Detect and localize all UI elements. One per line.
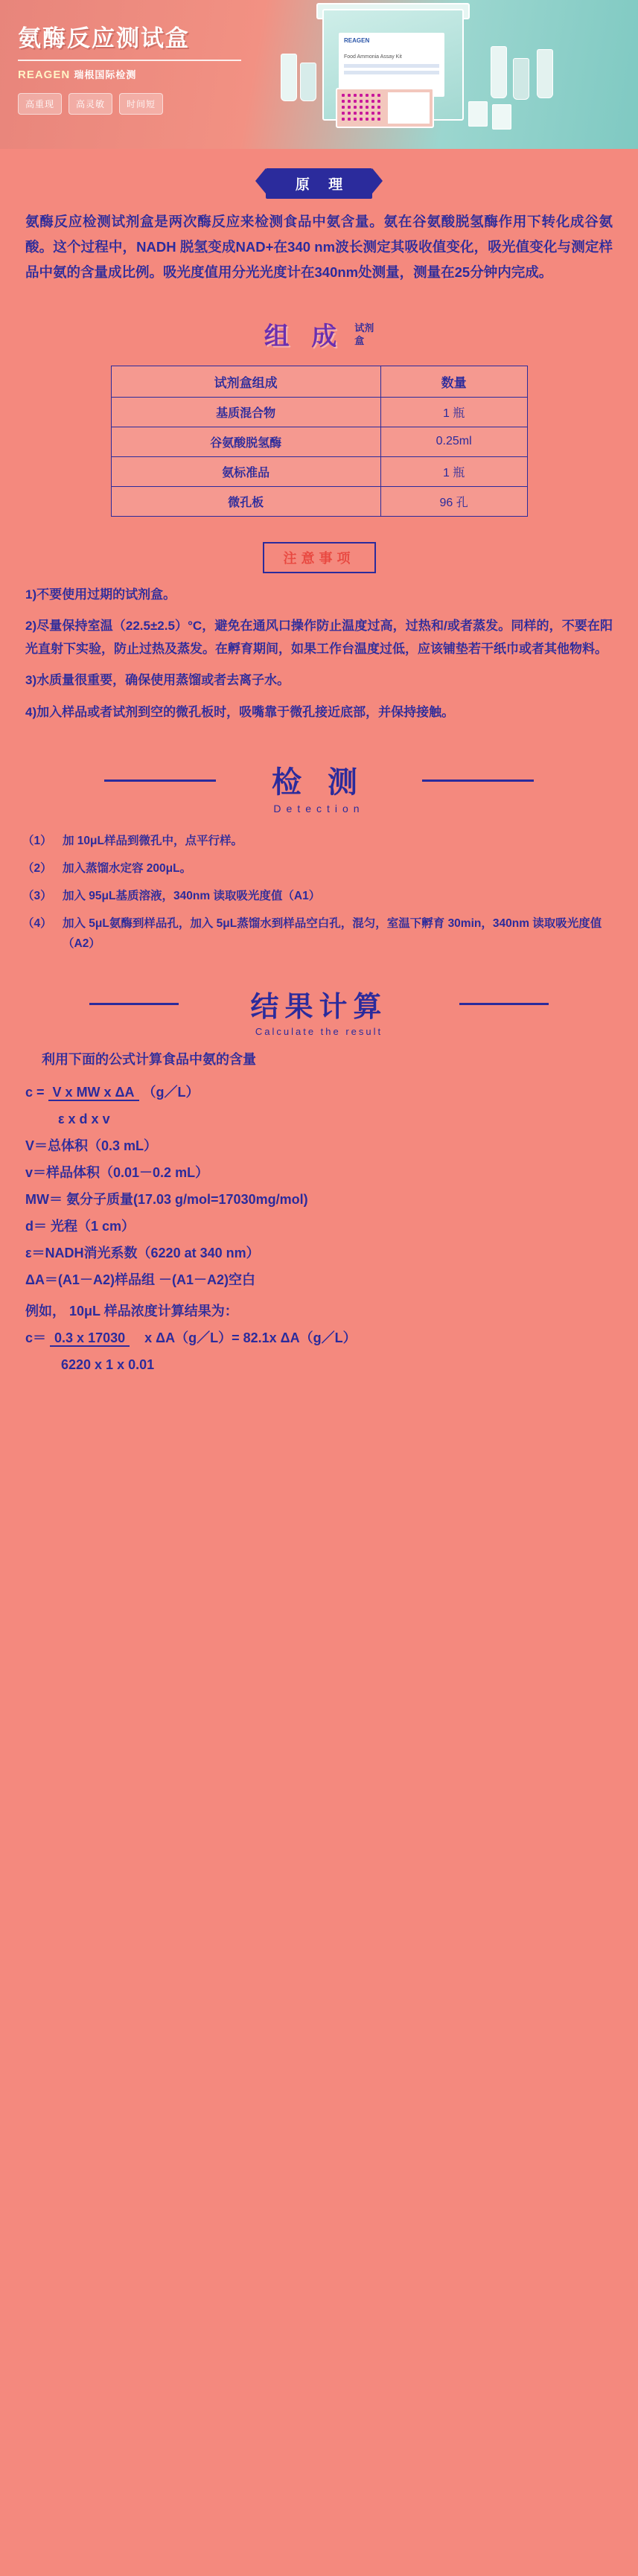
result-header <box>0 983 638 1037</box>
hero-title: 氨酶反应测试盒 <box>18 25 190 51</box>
note-item: 1)不要使用过期的试剂盒。 <box>25 587 176 602</box>
definition-item: v＝样品体积（0.01－0.2 mL） <box>25 1165 209 1181</box>
composition-header <box>0 316 638 352</box>
hero-divider <box>18 60 241 61</box>
detection-rule-right <box>422 780 534 782</box>
hero-brand-cn: 瑞根国际检测 <box>74 69 137 80</box>
kit-label-product: Food Ammonia Assay Kit <box>344 54 402 60</box>
table-header-row <box>111 366 527 397</box>
hero-badge-1: 高灵敏 <box>68 93 112 115</box>
table-row <box>111 456 527 486</box>
microplate-wells <box>340 92 383 124</box>
step-text: 加 10μL样品到微孔中，点平行样。 <box>63 834 243 847</box>
tube-icon <box>513 58 529 100</box>
result-title: 结果计算 <box>250 992 388 1024</box>
cell-qty: 0.25ml <box>380 427 527 456</box>
principle-text: 氨酶反应检测试剂盒是两次酶反应来检测食品中氨含量。氨在谷氨酸脱氢酶作用下转化成谷氨酸。这个过程中，NADH 脱氢变成NAD+在340 nm波长测定其吸收值变化，吸光值变化与测定样品中氨的含量成比例。吸光度值用分光光度计在340nm处测量，测量在25分钟内完成。 <box>25 214 613 281</box>
cell-qty: 1 瓶 <box>380 456 527 486</box>
definition-item: d＝ 光程（1 cm） <box>25 1219 135 1234</box>
step-number: （3） <box>22 889 52 902</box>
step-text: 加入蒸馏水定容 200μL。 <box>63 861 192 875</box>
principle-banner-wrap <box>0 168 638 199</box>
note-item: 4)加入样品或者试剂到空的微孔板时，吸嘴靠于微孔接近底部，并保持接触。 <box>25 705 455 720</box>
detection-subtitle: Detection <box>273 802 365 814</box>
example-tail: x ΔA（g／L）= 82.1x ΔA（g／L） <box>144 1330 357 1346</box>
hero-badge-list <box>18 93 264 115</box>
definition-item: MW＝ 氨分子质量(17.03 g/mol=17030mg/mol) <box>25 1192 308 1208</box>
detection-rule-left <box>104 780 216 782</box>
result-rule-right <box>459 1003 549 1005</box>
reagent-bottle-icon <box>492 104 511 130</box>
formula-denominator: ε x d x v <box>58 1112 110 1127</box>
detection-header <box>0 759 638 814</box>
hero-badge-2: 时间短 <box>119 93 163 115</box>
example-main-line <box>25 1324 613 1351</box>
composition-title: 组 成 <box>264 322 345 351</box>
step-text: 加入 95μL基质溶液，340nm 读取吸光度值（A1） <box>63 889 321 902</box>
cell-name: 谷氨酸脱氢酶 <box>111 427 380 456</box>
microplate-blank-area <box>388 92 430 124</box>
tube-icon <box>491 46 507 98</box>
notes-list <box>25 584 613 724</box>
col-header-qty: 数量 <box>380 366 527 397</box>
formula-c-label: c = <box>25 1085 45 1100</box>
hero-brand <box>18 67 264 81</box>
example-denominator: 6220 x 1 x 0.01 <box>61 1357 155 1373</box>
example-c-label: c＝ <box>25 1330 47 1346</box>
formula-main-line <box>25 1079 613 1106</box>
table-row <box>111 427 527 456</box>
step-item <box>22 914 616 954</box>
hero-text-block <box>18 19 264 115</box>
notes-banner: 注意事项 <box>263 542 376 573</box>
hero-brand-en: REAGEN <box>18 68 71 81</box>
cell-name: 氨标准品 <box>111 456 380 486</box>
formula-lead: 利用下面的公式计算食品中氨的含量 <box>42 1052 256 1068</box>
result-rule-left <box>89 1003 179 1005</box>
tube-icon <box>537 49 553 98</box>
cell-qty: 96 孔 <box>380 486 527 516</box>
col-header-name: 试剂盒组成 <box>111 366 380 397</box>
step-item <box>22 886 616 906</box>
cell-qty: 1 瓶 <box>380 397 527 427</box>
detection-steps <box>22 831 616 954</box>
definition-item: V＝总体积（0.3 mL） <box>25 1138 158 1154</box>
kit-label-brand: REAGEN <box>344 37 370 44</box>
composition-subtitle <box>354 322 374 352</box>
formula-unit: （g／L） <box>142 1085 200 1100</box>
step-item <box>22 831 616 851</box>
composition-subtitle-line2: 盒 <box>354 334 365 346</box>
example-numerator: 0.3 x 17030 <box>50 1330 130 1347</box>
hero-badge-0: 高重现 <box>18 93 62 115</box>
composition-subtitle-line1: 试剂 <box>354 322 374 334</box>
product-photo <box>251 0 638 149</box>
reagent-bottle-icon <box>468 101 488 127</box>
step-item <box>22 858 616 879</box>
step-number: （1） <box>22 834 52 847</box>
composition-table <box>111 366 528 517</box>
principle-banner: 原 理 <box>266 168 372 199</box>
step-text: 加入 5μL氨酶到样品孔，加入 5μL蒸馏水到样品空白孔，混匀，室温下孵育 30min，340nm 读取吸光度值（A2） <box>63 917 602 951</box>
detection-title: 检 测 <box>271 765 367 799</box>
definition-item: ΔA＝(A1－A2)样品组 －(A1－A2)空白 <box>25 1272 255 1288</box>
definition-item: ε＝NADH消光系数（6220 at 340 nm） <box>25 1246 260 1261</box>
formula-numerator: V x MW x ΔA <box>48 1085 139 1101</box>
kit-label-bar2 <box>344 71 439 74</box>
table-row <box>111 397 527 427</box>
note-item: 3)水质量很重要，确保使用蒸馏或者去离子水。 <box>25 673 290 688</box>
result-subtitle: Calculate the result <box>255 1026 383 1038</box>
tube-icon <box>300 63 316 101</box>
cell-name: 微孔板 <box>111 486 380 516</box>
cell-name: 基质混合物 <box>111 397 380 427</box>
table-row <box>111 486 527 516</box>
note-item: 2)尽量保持室温（22.5±2.5）°C，避免在通风口操作防止温度过高，过热和/或者蒸发。同样的，不要在阳光直射下实验，防止过热及蒸发。在孵育期间，如果工作台温度过低，应该铺垫若干纸巾或者其他物料。 <box>25 619 613 656</box>
tube-icon <box>281 54 297 101</box>
step-number: （4） <box>22 917 52 930</box>
notes-banner-wrap <box>0 542 638 573</box>
formula-block <box>25 1049 613 1378</box>
example-lead: 例如， 10μL 样品浓度计算结果为： <box>25 1304 238 1319</box>
kit-label-bar <box>344 64 439 68</box>
step-number: （2） <box>22 861 52 875</box>
hero-banner <box>0 0 638 149</box>
